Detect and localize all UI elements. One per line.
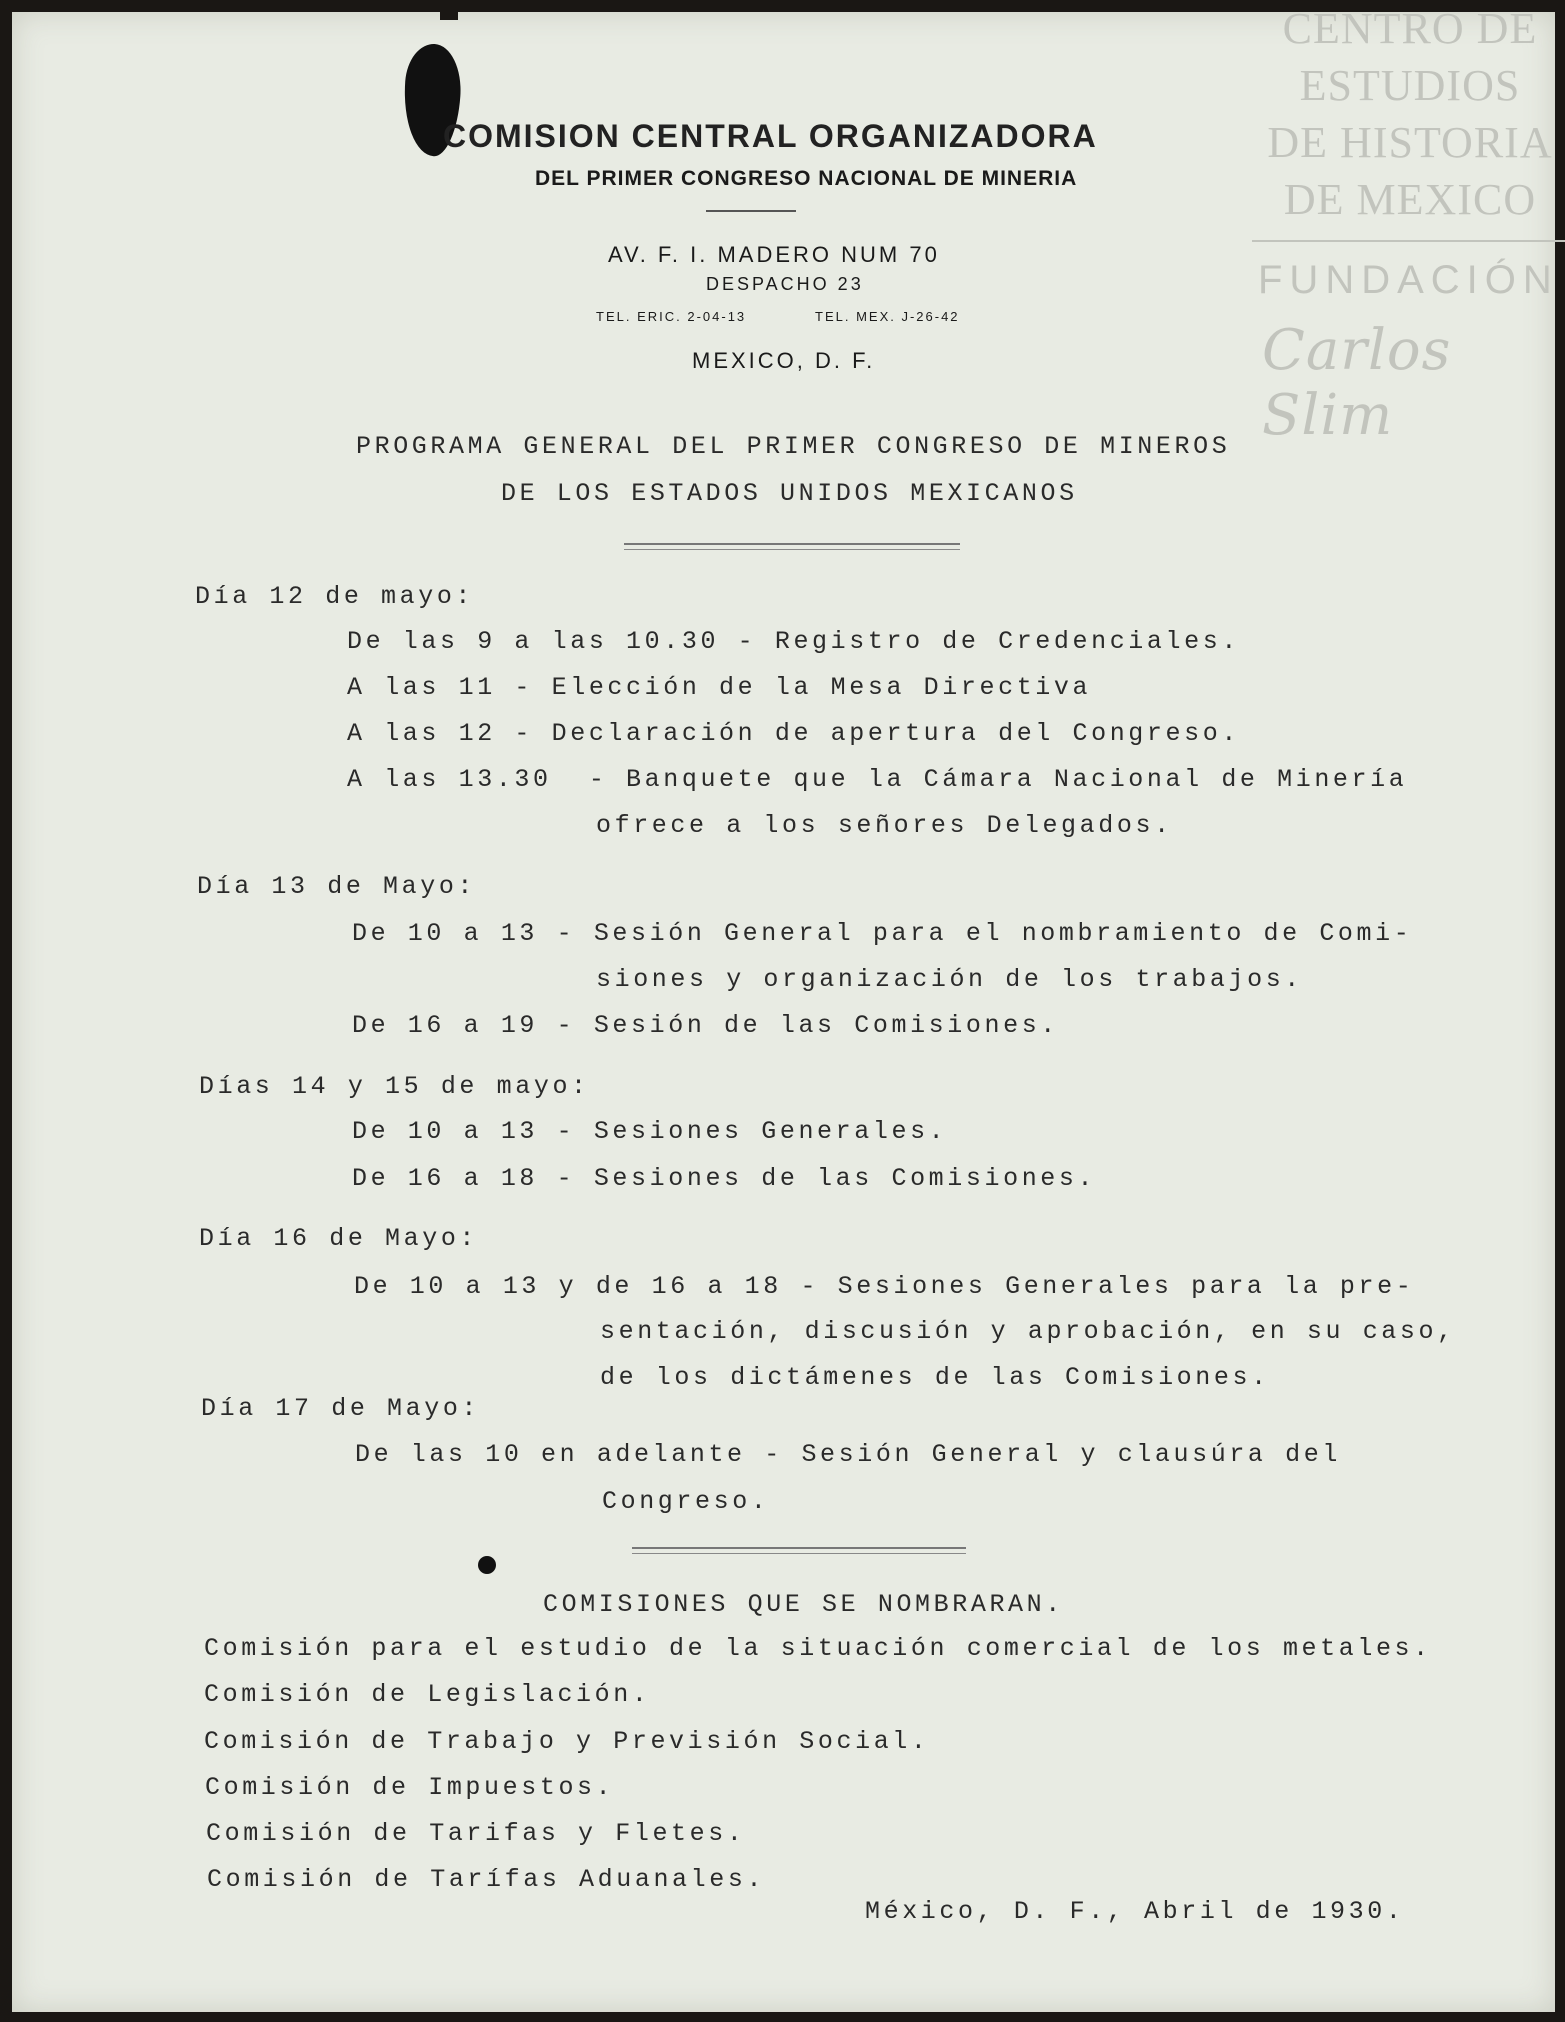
- commission-item: Comisión de Legislación.: [204, 1680, 651, 1709]
- commission-item: Comisión de Trabajo y Previsión Social.: [204, 1727, 930, 1756]
- letterhead: [0, 0, 1565, 400]
- schedule-item: A las 13.30 - Banquete que la Cámara Nacional de Minería: [347, 765, 1408, 794]
- double-rule-divider: [624, 543, 960, 550]
- commission-item: Comisión para el estudio de la situación comercial de los metales.: [204, 1634, 1432, 1663]
- watermark-foundation: FUNDACIÓN: [1258, 258, 1559, 302]
- letterhead-title: COMISION CENTRAL ORGANIZADORA: [443, 118, 1098, 154]
- schedule-item: De 10 a 13 y de 16 a 18 - Sesiones Generales para la pre-: [354, 1272, 1415, 1301]
- commission-item: Comisión de Tarífas Aduanales.: [207, 1865, 766, 1894]
- closing-date: México, D. F., Abril de 1930.: [865, 1897, 1405, 1926]
- program-title-line1: PROGRAMA GENERAL DEL PRIMER CONGRESO DE MINEROS: [356, 432, 1231, 461]
- watermark-line: DE HISTORIA: [1267, 118, 1553, 167]
- schedule-item: A las 11 - Elección de la Mesa Directiva: [347, 673, 1092, 702]
- day-label: Día 16 de Mayo:: [199, 1224, 479, 1253]
- program-title-line2: DE LOS ESTADOS UNIDOS MEXICANOS: [501, 479, 1078, 508]
- schedule-item: De 10 a 13 - Sesiones Generales.: [352, 1117, 948, 1146]
- schedule-item-continuation: ofrece a los señores Delegados.: [596, 811, 1173, 840]
- day-label: Día 12 de mayo:: [195, 582, 475, 611]
- commission-item: Comisión de Impuestos.: [205, 1773, 615, 1802]
- day-label: Días 14 y 15 de mayo:: [199, 1072, 590, 1101]
- schedule-item-continuation: de los dictámenes de las Comisiones.: [600, 1363, 1270, 1392]
- day-label: Día 17 de Mayo:: [201, 1394, 481, 1423]
- day-label: Día 13 de Mayo:: [197, 872, 477, 901]
- ink-dot: [478, 1556, 496, 1574]
- commissions-heading: COMISIONES QUE SE NOMBRARAN.: [543, 1590, 1064, 1619]
- letterhead-divider: [706, 210, 796, 212]
- watermark-line: DE MEXICO: [1283, 175, 1537, 224]
- schedule-item-continuation: sentación, discusión y aprobación, en su caso,: [600, 1317, 1456, 1346]
- commission-item: Comisión de Tarifas y Fletes.: [206, 1819, 746, 1848]
- letterhead-tel-eric: TEL. ERIC. 2-04-13: [596, 309, 747, 324]
- double-rule-divider: [632, 1547, 966, 1554]
- watermark-line: ESTUDIOS: [1299, 61, 1521, 110]
- schedule-item: A las 12 - Declaración de apertura del Congreso.: [347, 719, 1240, 748]
- letterhead-city: MEXICO, D. F.: [692, 348, 876, 373]
- watermark-line: CENTRO DE: [1282, 4, 1538, 53]
- schedule-item-continuation: siones y organización de los trabajos.: [596, 965, 1303, 994]
- schedule-item: De las 9 a las 10.30 - Registro de Credenciales.: [347, 627, 1240, 656]
- letterhead-tel-mex: TEL. MEX. J-26-42: [815, 309, 960, 324]
- schedule-item: De 16 a 19 - Sesión de las Comisiones.: [352, 1011, 1059, 1040]
- show-through-background: [70, 1465, 1530, 1603]
- watermark-signature: Carlos Slim: [1262, 318, 1452, 448]
- letterhead-office: DESPACHO 23: [706, 274, 864, 294]
- letterhead-subtitle: DEL PRIMER CONGRESO NACIONAL DE MINERIA: [535, 167, 1078, 190]
- letterhead-address: AV. F. I. MADERO NUM 70: [608, 242, 940, 267]
- schedule-item: De 16 a 18 - Sesiones de las Comisiones.: [352, 1164, 1097, 1193]
- schedule-item: De 10 a 13 - Sesión General para el nombramiento de Comi-: [352, 919, 1413, 948]
- schedule-item: De las 10 en adelante - Sesión General y clausúra del: [355, 1440, 1341, 1469]
- schedule-item-continuation: Congreso.: [602, 1487, 770, 1516]
